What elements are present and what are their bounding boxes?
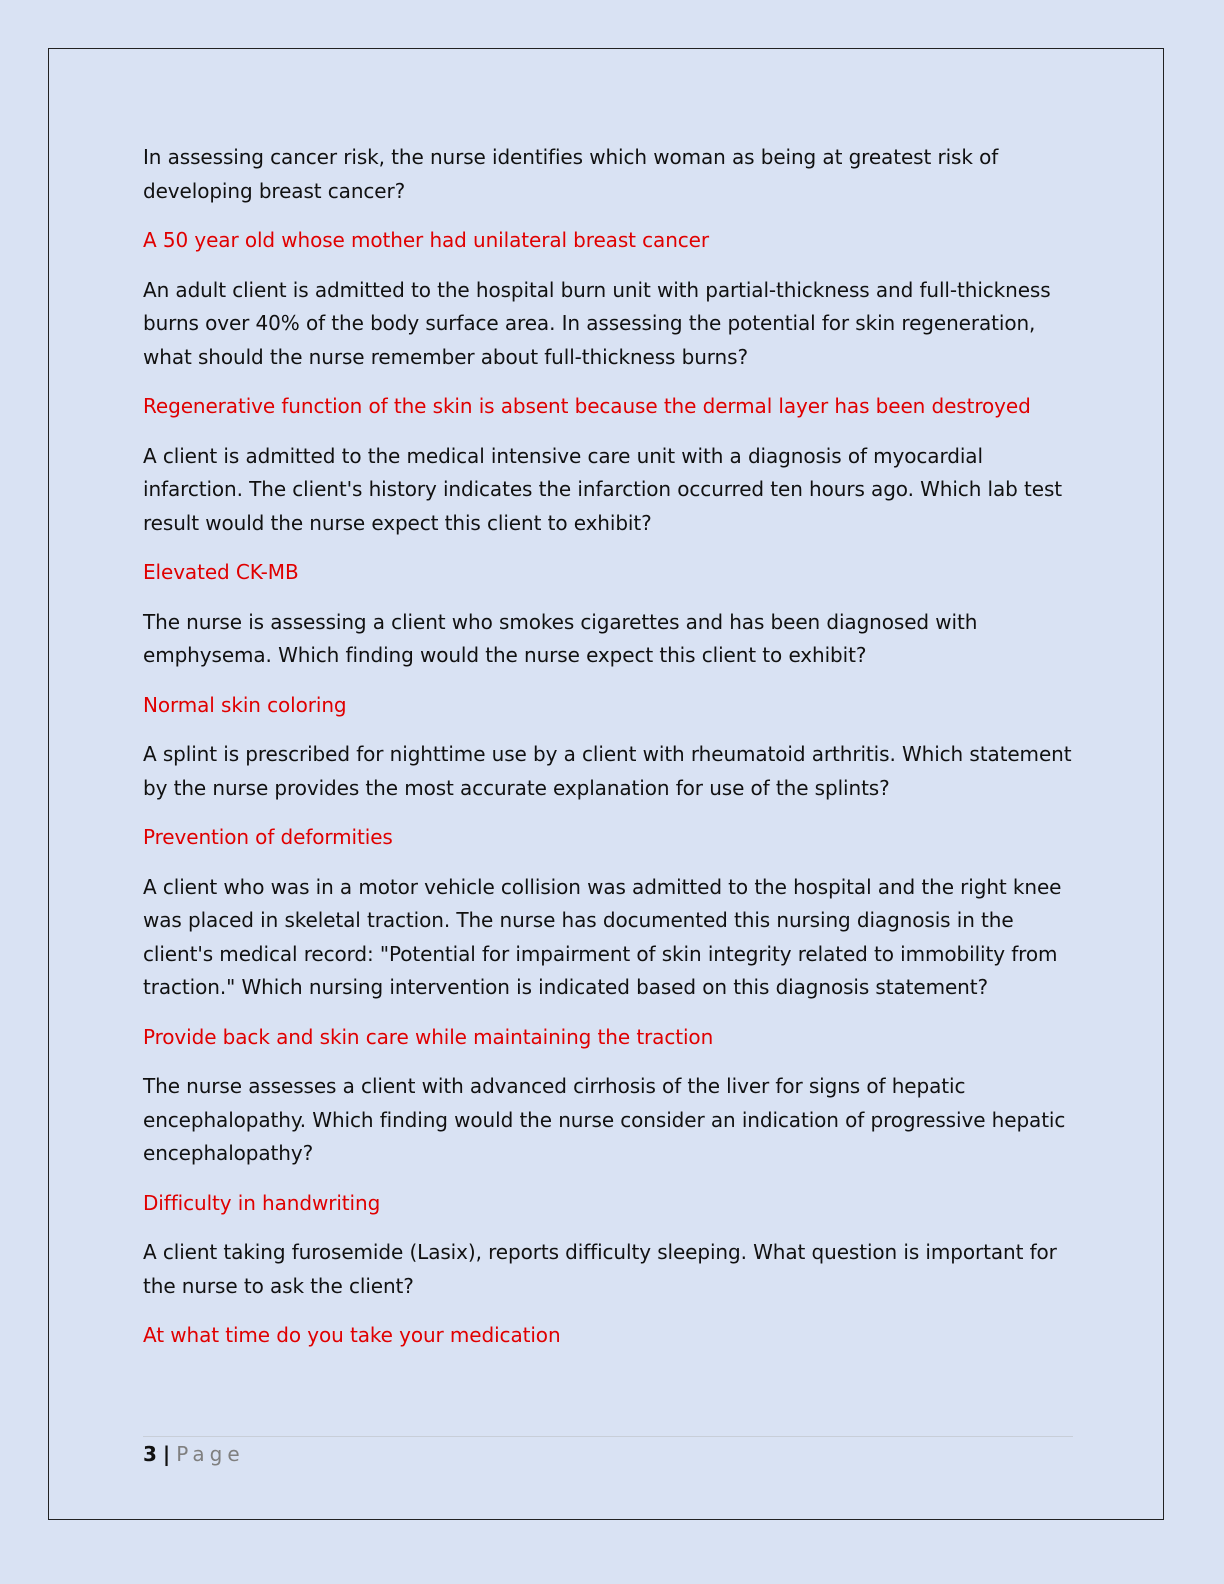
question-7: The nurse assesses a client with advanced cirrhosis of the liver for signs of hepatic encephalopathy. Which finding would the nurse consider an indication of progressive hepatic encephalopathy?: [143, 1074, 1066, 1165]
answer-3: Elevated CK-MB: [143, 560, 299, 584]
question-6: A client who was in a motor vehicle collision was admitted to the hospital and the right knee was placed in skeletal traction. The nurse has documented this nursing diagnosis in the client's medical record: "Potential for impairment of skin integrity related to immobility from traction." Which nursing intervention is indicated based on this diagnosis statement?: [143, 874, 1062, 999]
footer-divider: [143, 1436, 1073, 1437]
answer-4: Normal skin coloring: [143, 692, 347, 717]
page-label: Page: [176, 1442, 245, 1466]
question-1: In assessing cancer risk, the nurse identifies which woman as being at greatest risk of developing breast cancer?: [143, 145, 999, 203]
page-number: 3: [143, 1442, 157, 1466]
question-4: The nurse is assessing a client who smokes cigarettes and has been diagnosed with emphysema. Which finding would the nurse expect this client to exhibit?: [143, 609, 978, 667]
answer-1: A 50 year old whose mother had unilateral breast cancer: [143, 228, 709, 252]
footer-separator: |: [162, 1442, 171, 1466]
document-body: [143, 141, 1078, 1369]
answer-7: Difficulty in handwriting: [143, 1190, 381, 1215]
question-5: A splint is prescribed for nighttime use by a client with rheumatoid arthritis. Which statement by the nurse provides the most accurate explanation for use of the splints?: [143, 742, 1072, 800]
answer-8: At what time do you take your medication: [143, 1323, 561, 1347]
page-footer: [143, 1440, 245, 1468]
answer-6: Provide back and skin care while maintaining the traction: [143, 1024, 714, 1049]
question-3: A client is admitted to the medical intensive care unit with a diagnosis of myocardial infarction. The client's history indicates the infarction occurred ten hours ago. Which lab test result would the nurse expect this client to exhibit?: [143, 443, 1063, 535]
question-8: A client taking furosemide (Lasix), reports difficulty sleeping. What question is important for the nurse to ask the client?: [143, 1240, 1057, 1298]
answer-5: Prevention of deformities: [143, 825, 393, 849]
answer-2: Regenerative function of the skin is absent because the dermal layer has been destroyed: [143, 394, 1031, 418]
question-2: An adult client is admitted to the hospital burn unit with partial-thickness and full-thickness burns over 40% of the body surface area. In assessing the potential for skin regeneration, what should the nurse remember about full-thickness burns?: [143, 277, 1051, 369]
